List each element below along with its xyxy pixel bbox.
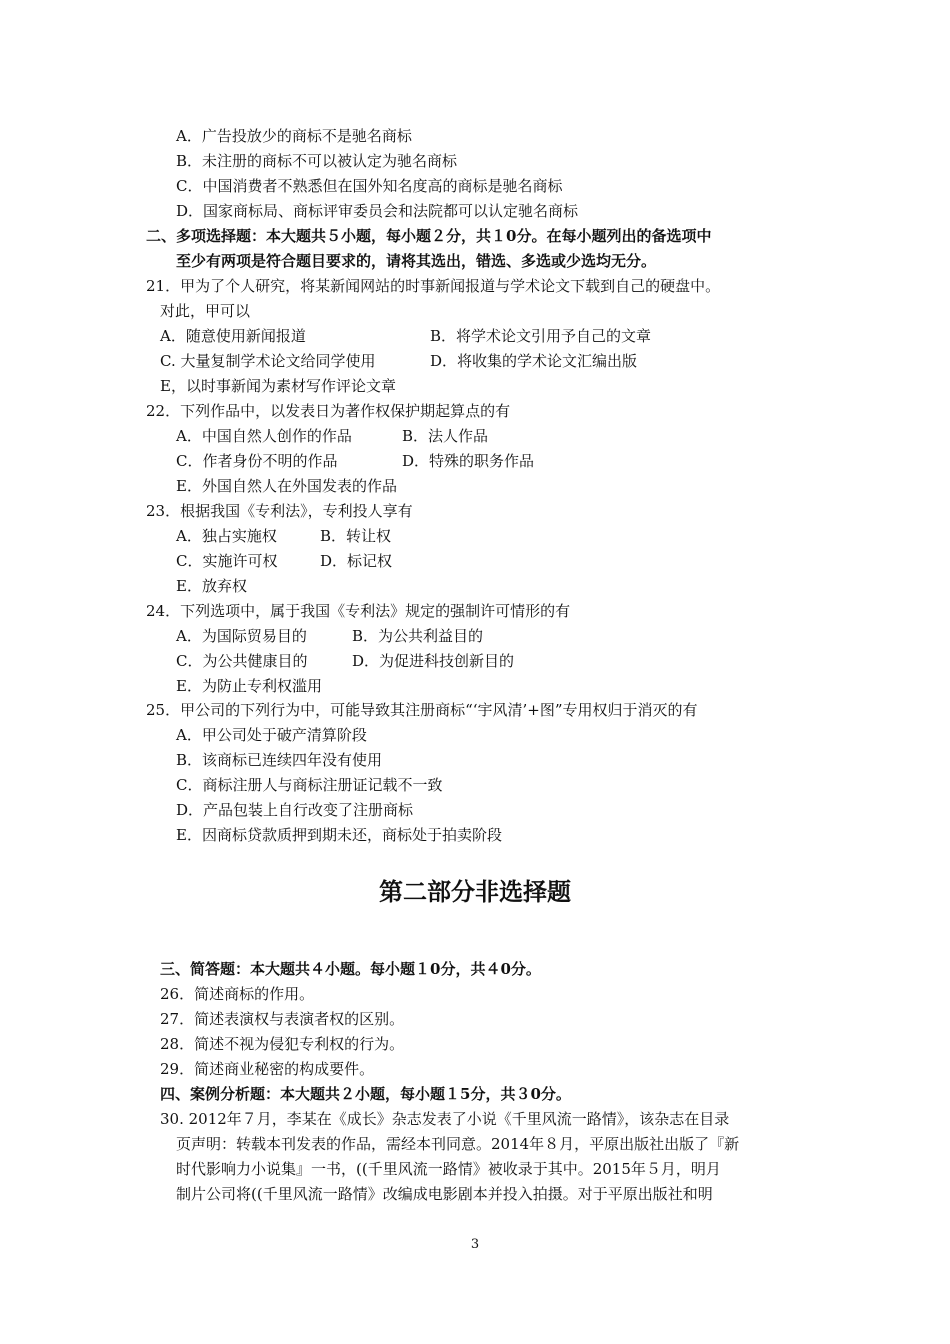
section4-heading: 四、案例分析题：本大题共２小题，每小题１5分，共３0分。 <box>160 1085 571 1103</box>
q29: 29．简述商业秘密的构成要件。 <box>160 1060 375 1078</box>
q24-option-d: D．为促进科技创新目的 <box>352 652 515 670</box>
q25-stem: 25．甲公司的下列行为中，可能导致其注册商标“‘宇风清’+图”专用权归于消灭的有 <box>146 701 698 719</box>
q21-stem-line1: 21．甲为了个人研究，将某新闻网站的时事新闻报道与学术论文下载到自己的硬盘中。 <box>146 277 721 295</box>
part2-title: 第二部分非选择题 <box>379 878 571 906</box>
q24-option-b: B．为公共利益目的 <box>352 627 484 645</box>
q21-stem-line2: 对此，甲可以 <box>160 302 251 320</box>
q21-option-e: E，以时事新闻为素材写作评论文章 <box>160 377 396 395</box>
q22-option-a: A．中国自然人创作的作品 <box>176 427 352 445</box>
q25-option-b: B．该商标已连续四年没有使用 <box>176 751 383 769</box>
q25-option-e: E．因商标贷款质押到期未还，商标处于拍卖阶段 <box>176 826 502 844</box>
q27: 27．简述表演权与表演者权的区别。 <box>160 1010 405 1028</box>
q23-option-d: D．标记权 <box>320 552 393 570</box>
q23-stem: 23．根据我国《专利法》，专利投人享有 <box>146 502 413 520</box>
page-number: 3 <box>470 1237 480 1252</box>
q20-option-c: C．中国消费者不熟悉但在国外知名度高的商标是驰名商标 <box>176 177 563 195</box>
q25-option-c: C．商标注册人与商标注册证记载不一致 <box>176 776 443 794</box>
section2-heading-line1: 二、多项选择题：本大题共５小题，每小题２分，共１0分。在每小题列出的备选项中 <box>146 227 712 245</box>
q25-option-d: D．产品包装上自行改变了注册商标 <box>176 801 414 819</box>
q30-line1: 30. 2012年７月，李某在《成长》杂志发表了小说《千里风流一路情》，该杂志在目录 <box>160 1110 730 1128</box>
q23-option-b: B．转让权 <box>320 527 392 545</box>
section3-heading: 三、简答题：本大题共４小题。每小题１0分，共４0分。 <box>160 960 541 978</box>
q21-option-b: B．将学术论文引用予自己的文章 <box>430 327 652 345</box>
q30-line4: 制片公司将((千里风流一路情》改编成电影剧本并投入拍摄。对于平原出版社和明 <box>176 1185 713 1203</box>
q30-line2: 页声明：转载本刊发表的作品，需经本刊同意。2014年８月，平原出版社出版了『新 <box>176 1135 740 1153</box>
q21-option-a: A．随意使用新闻报道 <box>160 327 306 345</box>
q25-option-a: A．甲公司处于破产清算阶段 <box>176 726 367 744</box>
q22-option-e: E．外国自然人在外国发表的作品 <box>176 477 397 495</box>
q24-option-a: A．为国际贸易目的 <box>176 627 307 645</box>
q24-stem: 24．下列选项中，属于我国《专利法》规定的强制许可情形的有 <box>146 602 571 620</box>
q20-option-b: B．未注册的商标不可以被认定为驰名商标 <box>176 152 458 170</box>
q28: 28．简述不视为侵犯专利权的行为。 <box>160 1035 405 1053</box>
q21-option-c: C. 大量复制学术论文给同学使用 <box>160 352 376 370</box>
q20-option-d: D．国家商标局、商标评审委员会和法院都可以认定驰名商标 <box>176 202 579 220</box>
q26: 26．简述商标的作用。 <box>160 985 315 1003</box>
q30-line3: 时代影响力小说集』一书，((千里风流一路情》被收录于其中。2015年５月，明月 <box>176 1160 721 1178</box>
q24-option-e: E．为防止专利权滥用 <box>176 677 322 695</box>
q23-option-e: E．放弃权 <box>176 577 247 595</box>
q22-stem: 22．下列作品中，以发表日为著作权保护期起算点的有 <box>146 402 511 420</box>
q24-option-c: C．为公共健康目的 <box>176 652 308 670</box>
q21-option-d: D．将收集的学术论文汇编出版 <box>430 352 638 370</box>
q23-option-c: C．实施许可权 <box>176 552 278 570</box>
q22-option-b: B．法人作品 <box>402 427 489 445</box>
q22-option-c: C．作者身份不明的作品 <box>176 452 338 470</box>
section2-heading-line2: 至少有两项是符合题目要求的，请将其选出，错选、多选或少选均无分。 <box>176 252 657 270</box>
q20-option-a: A．广告投放少的商标不是驰名商标 <box>176 127 412 145</box>
q23-option-a: A．独占实施权 <box>176 527 277 545</box>
q22-option-d: D．特殊的职务作品 <box>402 452 535 470</box>
